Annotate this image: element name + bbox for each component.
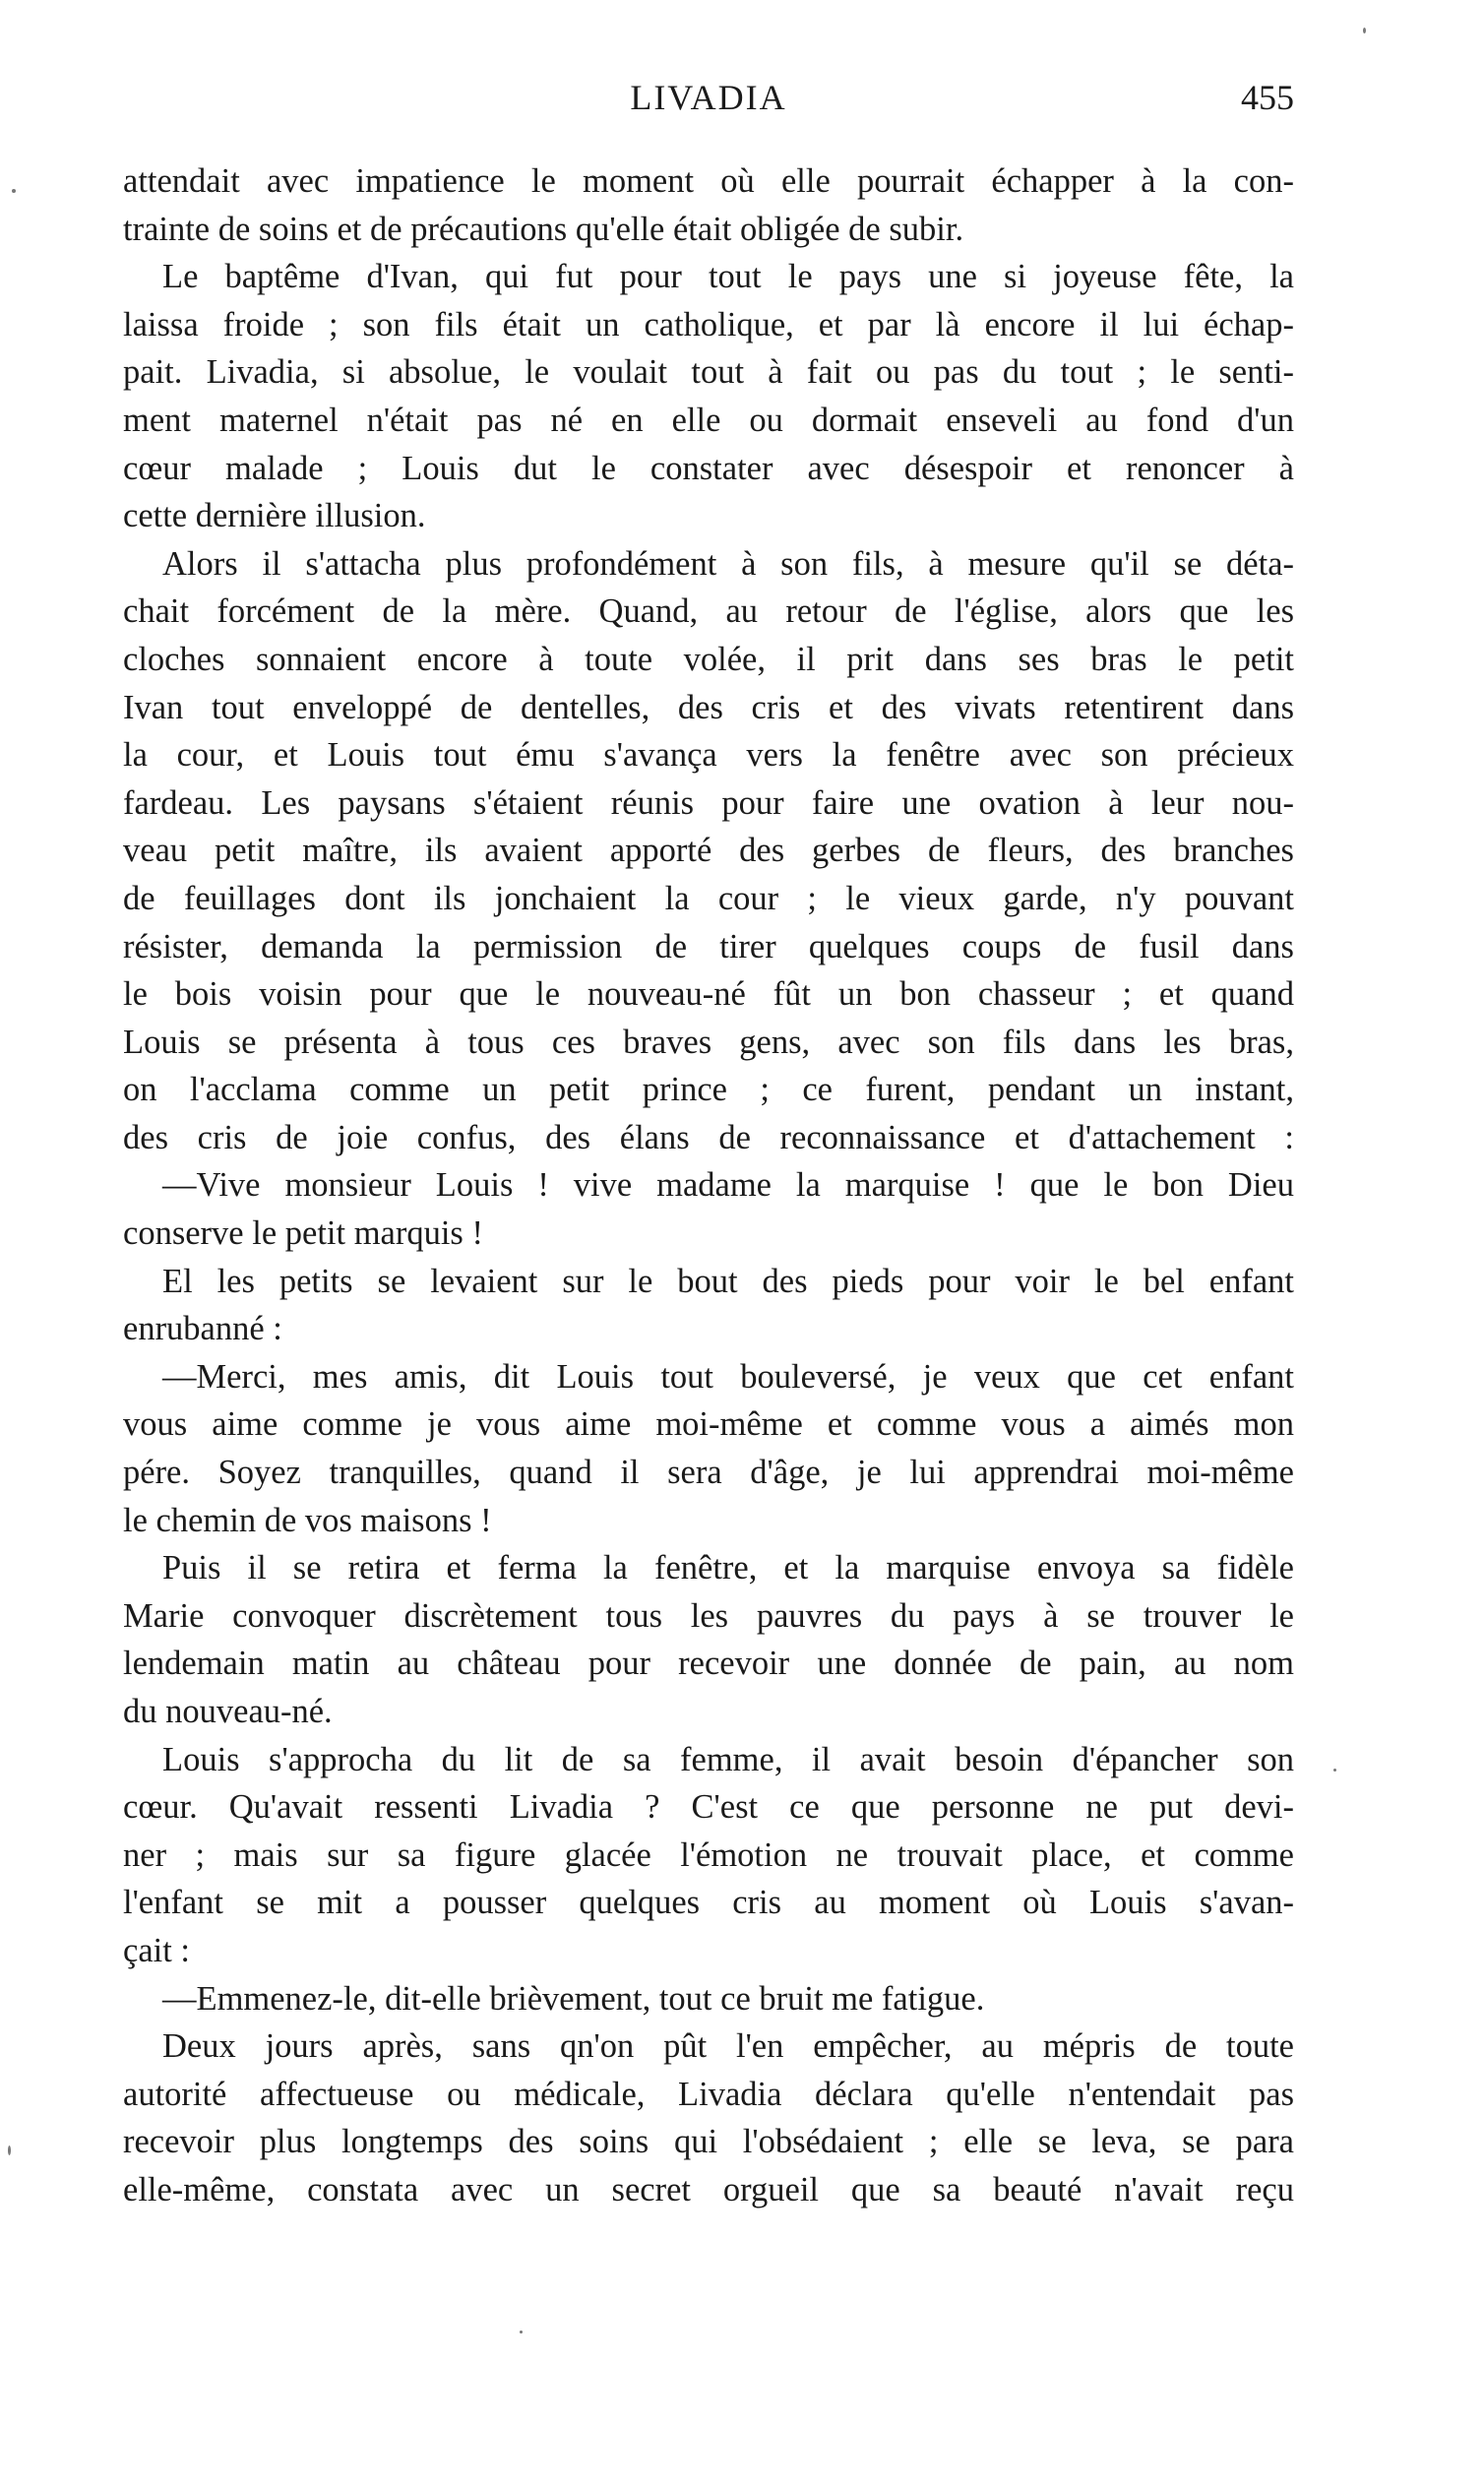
- page-header: [123, 77, 1294, 132]
- text-line: recevoir plus longtemps des soins qui l'obsédaient ; elle se leva, se para: [123, 2123, 1294, 2161]
- text-line: veau petit maître, ils avaient apporté des gerbes de fleurs, des branches: [123, 832, 1294, 870]
- text-line: —Merci, mes amis, dit Louis tout bouleversé, je veux que cet enfant: [162, 1357, 1294, 1396]
- scan-speck: [520, 2331, 523, 2333]
- text-line: pait. Livadia, si absolue, le voulait tout à fait ou pas du tout ; le senti-: [123, 353, 1294, 392]
- text-line: autorité affectueuse ou médicale, Livadia déclara qu'elle n'entendait pas: [123, 2075, 1294, 2113]
- scan-speck: [1363, 28, 1366, 33]
- text-line: ment maternel n'était pas né en elle ou dormait enseveli au fond d'un: [123, 401, 1294, 439]
- text-line: Le baptême d'Ivan, qui fut pour tout le pays une si joyeuse fête, la: [162, 258, 1294, 296]
- text-line: le bois voisin pour que le nouveau-né fût un bon chasseur ; et quand: [123, 975, 1294, 1014]
- text-line: cœur malade ; Louis dut le constater avec désespoir et renoncer à: [123, 449, 1294, 487]
- scan-speck: [1333, 1769, 1336, 1772]
- scan-speck: [8, 2146, 11, 2155]
- text-line: cœur. Qu'avait ressenti Livadia ? C'est ce que personne ne put devi-: [123, 1788, 1294, 1827]
- text-line: fardeau. Les paysans s'étaient réunis pour faire une ovation à leur nou-: [123, 783, 1294, 822]
- text-line: Deux jours après, sans qn'on pût l'en empêcher, au mépris de toute: [162, 2027, 1294, 2066]
- running-title: LIVADIA: [630, 78, 787, 117]
- text-line: cette dernière illusion.: [123, 497, 426, 535]
- text-line: elle-même, constata avec un secret orgueil que sa beauté n'avait reçu: [123, 2170, 1294, 2208]
- text-line: ner ; mais sur sa figure glacée l'émotion ne trouvait place, et comme: [123, 1835, 1294, 1874]
- text-line: Ivan tout enveloppé de dentelles, des cris et des vivats retentirent dans: [123, 688, 1294, 726]
- text-line: —Emmenez-le, dit-elle brièvement, tout ce bruit me fatigue.: [162, 1979, 985, 2018]
- scan-speck: [12, 189, 16, 193]
- text-line: Louis se présenta à tous ces braves gens, avec son fils dans les bras,: [123, 1023, 1294, 1061]
- text-line: Alors il s'attacha plus profondément à son fils, à mesure qu'il se déta-: [162, 544, 1294, 583]
- page-number: 455: [1241, 78, 1294, 117]
- text-line: enrubanné :: [123, 1310, 282, 1348]
- text-line: vous aime comme je vous aime moi-même et comme vous a aimés mon: [123, 1405, 1294, 1444]
- text-line: conserve le petit marquis !: [123, 1214, 483, 1253]
- text-line: des cris de joie confus, des élans de reconnaissance et d'attachement :: [123, 1118, 1294, 1156]
- body-text: [123, 157, 1294, 2214]
- text-line: résister, demanda la permission de tirer quelques coups de fusil dans: [123, 927, 1294, 965]
- text-line: lendemain matin au château pour recevoir une donnée de pain, au nom: [123, 1645, 1294, 1683]
- text-line: Marie convoquer discrètement tous les pauvres du pays à se trouver le: [123, 1596, 1294, 1635]
- text-line: pére. Soyez tranquilles, quand il sera d'âge, je lui apprendrai moi-même: [123, 1454, 1294, 1492]
- text-line: de feuillages dont ils jonchaient la cour ; le vieux garde, n'y pouvant: [123, 879, 1294, 917]
- text-line: du nouveau-né.: [123, 1693, 333, 1730]
- text-line: chait forcément de la mère. Quand, au retour de l'église, alors que les: [123, 592, 1294, 631]
- text-line: on l'acclama comme un petit prince ; ce furent, pendant un instant,: [123, 1071, 1294, 1109]
- text-line: attendait avec impatience le moment où elle pourrait échapper à la con-: [123, 162, 1294, 200]
- text-line: Louis s'approcha du lit de sa femme, il avait besoin d'épancher son: [162, 1740, 1294, 1778]
- text-line: trainte de soins et de précautions qu'elle était obligée de subir.: [123, 210, 964, 248]
- text-line: l'enfant se mit a pousser quelques cris au moment où Louis s'avan-: [123, 1884, 1294, 1922]
- text-line: —Vive monsieur Louis ! vive madame la marquise ! que le bon Dieu: [162, 1166, 1294, 1205]
- text-line: le chemin de vos maisons !: [123, 1501, 492, 1539]
- text-line: laissa froide ; son fils était un catholique, et par là encore il lui échap-: [123, 305, 1294, 343]
- text-line: çait :: [123, 1931, 191, 1969]
- text-line: cloches sonnaient encore à toute volée, il prit dans ses bras le petit: [123, 640, 1294, 678]
- text-line: El les petits se levaient sur le bout des pieds pour voir le bel enfant: [162, 1262, 1294, 1300]
- text-line: la cour, et Louis tout ému s'avança vers la fenêtre avec son précieux: [123, 736, 1294, 775]
- text-line: Puis il se retira et ferma la fenêtre, et la marquise envoya sa fidèle: [162, 1549, 1294, 1587]
